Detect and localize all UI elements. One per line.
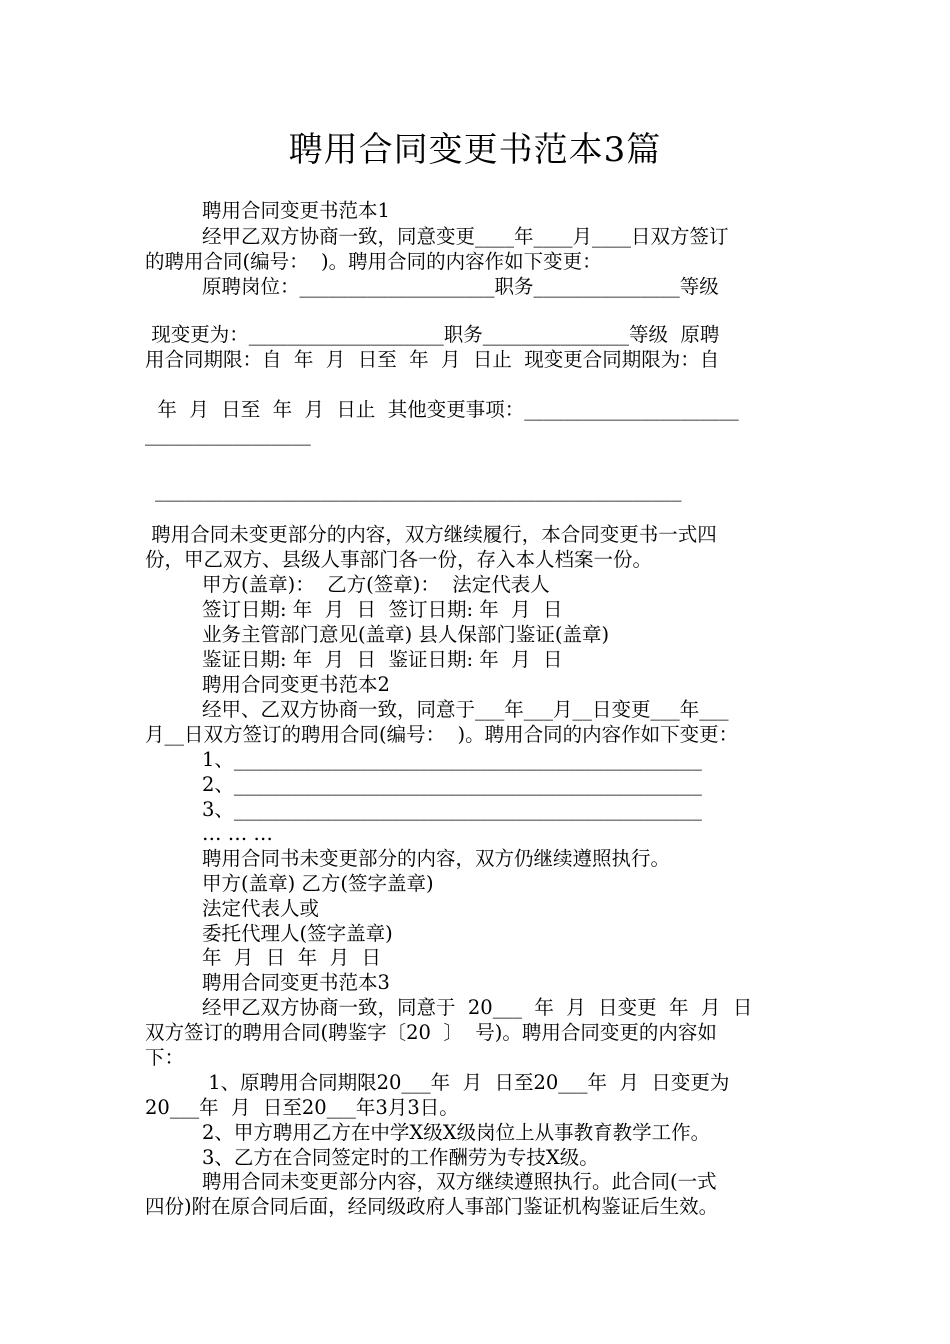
- sample2-rep: 法定代表人或: [202, 897, 320, 920]
- sample1-blank-line: ______________________________________________________: [155, 479, 682, 502]
- sample1-unchanged-line1: 聘用合同未变更部分的内容，双方继续履行，本合同变更书一式四: [145, 523, 717, 546]
- sample2-heading: 聘用合同变更书范本2: [202, 673, 390, 696]
- sample1-other-line2: _________________: [145, 423, 311, 446]
- sample2-agent: 委托代理人(签字盖章): [202, 922, 393, 945]
- sample2-item1: 1、________________________________________________: [202, 748, 702, 771]
- sample1-sign-dates: 签订日期: 年 月 日 签订日期: 年 月 日: [202, 598, 563, 621]
- sample1-verify-dates: 鉴证日期: 年 月 日 鉴证日期: 年 月 日: [202, 648, 563, 671]
- sample1-changed-line1: 现变更为：____________________职务_______________等级 原聘: [145, 323, 720, 346]
- sample3-intro-line3: 下：: [145, 1046, 185, 1069]
- sample1-changed-line2: 用合同期限：自 年 月 日至 年 月 日止 现变更合同期限为：自: [145, 348, 720, 371]
- sample2-item3: 3、________________________________________________: [202, 798, 702, 821]
- sample1-other-line1: 年 月 日至 年 月 日止 其他变更事项：______________________: [145, 398, 739, 421]
- sample1-sign-parties: 甲方(盖章)： 乙方(签章)： 法定代表人: [202, 573, 550, 596]
- sample2-parties: 甲方(盖章) 乙方(签字盖章): [202, 872, 434, 895]
- sample2-ellipsis: … … …: [202, 822, 273, 845]
- sample3-intro-line2: 双方签订的聘用合同(聘鉴字〔20 〕 号)。聘用合同变更的内容如: [145, 1021, 717, 1044]
- sample2-intro-line2: 月__日双方签订的聘用合同(编号： )。聘用合同的内容作如下变更：: [145, 723, 739, 746]
- sample3-intro-line1: 经甲乙双方协商一致，同意于 20___ 年 月 日变更 年 月 日: [202, 996, 753, 1019]
- sample3-closing-line2: 四份)附在原合同后面，经同级政府人事部门鉴证机构鉴证后生效。: [145, 1195, 719, 1218]
- sample2-item2: 2、________________________________________________: [202, 773, 702, 796]
- sample3-item3: 3、乙方在合同签定时的工作酬劳为专技X级。: [202, 1146, 599, 1169]
- sample1-original-post: 原聘岗位：____________________职务_______________等级: [202, 275, 719, 298]
- sample1-heading: 聘用合同变更书范本1: [202, 199, 390, 222]
- sample1-intro-line1: 经甲乙双方协商一致，同意变更____年____月____日双方签订: [202, 225, 729, 248]
- sample1-dept-opinion: 业务主管部门意见(盖章) 县人保部门鉴证(盖章): [202, 623, 610, 646]
- sample3-item2: 2、甲方聘用乙方在中学X级X级岗位上从事教育教学工作。: [202, 1121, 711, 1144]
- sample2-intro-line1: 经甲、乙双方协商一致，同意于___年___月__日变更___年___: [202, 698, 729, 721]
- document-title: 聘用合同变更书范本3篇: [288, 130, 662, 170]
- sample2-dates: 年 月 日 年 月 日: [202, 946, 381, 969]
- sample3-item1-line1: 1、原聘用合同期限20___年 月 日至20___年 月 日变更为: [202, 1071, 730, 1094]
- sample3-heading: 聘用合同变更书范本3: [202, 971, 390, 994]
- sample3-closing-line1: 聘用合同未变更部分内容，双方继续遵照执行。此合同(一式: [202, 1170, 717, 1193]
- sample1-intro-line2: 的聘用合同(编号： )。聘用合同的内容作如下变更：: [145, 250, 602, 273]
- sample2-unchanged: 聘用合同书未变更部分的内容，双方仍继续遵照执行。: [202, 847, 671, 870]
- sample3-item1-line2: 20___年 月 日至20___年3月3日。: [145, 1096, 459, 1119]
- sample1-unchanged-line2: 份，甲乙双方、县级人事部门各一份，存入本人档案一份。: [145, 548, 653, 571]
